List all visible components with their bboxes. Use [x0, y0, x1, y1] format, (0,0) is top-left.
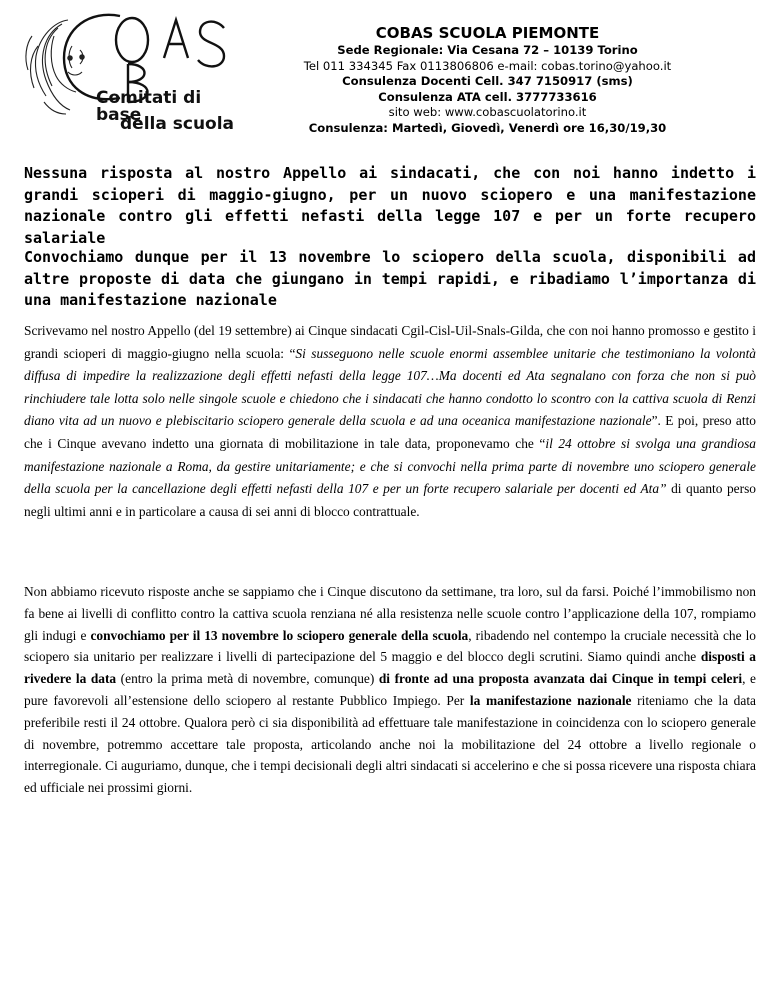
p1-text-3: di quanto perso negli ultimi anni e in particolare a causa di sei anni di blocco contrattuale.: [24, 481, 756, 519]
paragraph-2: [24, 581, 756, 799]
p2-text-2: , ribadendo nel contempo la cruciale necessità che lo sciopero sia unitario per realizzare i livelli di partecipazione del 5 maggio e del blocco degli scrutini. Siamo quindi anche: [24, 627, 756, 665]
paragraph-1: [24, 320, 756, 523]
logo-line-1: Comitati di base: [96, 88, 202, 125]
cobas-logo: [24, 6, 244, 140]
p2-bold-2: disposti a rivedere la data: [24, 649, 756, 687]
contacts: Tel 011 334345 Fax 0113806806 e-mail: cobas.torino@yahoo.it: [303, 58, 672, 73]
p2-text-5: riteniamo che la data preferibile resti il 24 ottobre. Qualora però ci sia disponibilità ad effettuare tale manifestazione in coincidenza con lo sciopero generale di novembre, potremmo accettare tale proposta, articolando anche noi la mobilitazione del 24 ottobre a livello regionale o interregionale. Ci auguriamo, dunque, che i tempi decisionali degli altri sindacati si accelerino e che si possa ricevere una risposta chiara ed ufficiale nei prossimi giorni.: [24, 692, 756, 796]
p1-quote-2: il 24 ottobre si svolga una grandiosa manifestazione nazionale a Roma, da gestire unitariamente; e che si convochi nella prima parte di novembre uno sciopero generale della scuola per la cancellazione degli effetti nefasti della 107 e per un forte recupero salariale per docenti ed Ata”: [24, 435, 756, 497]
p2-text-4: , e pure favorevoli all’estensione dello sciopero al restante Pubblico Impiego. Per: [24, 671, 756, 708]
p2-text-3: (entro la prima metà di novembre, comunque): [116, 671, 379, 687]
p1-quote-1: Si susseguono nelle scuole enormi assemblee unitarie che testimoniano la volontà diffusa di impedire la realizzazione degli effetti nefasti della legge 107…Ma docenti ed Ata segnalano con forza che non si può rinchiudere tale lotta solo nelle singole scuole e chiedono che i sindacati che hanno condotto lo scontro con la cattiva scuola di Renzi diano vita ad un nuovo e plebiscitario sciopero generale della scuola e ad una oceanica manifestazione nazionale: [24, 345, 756, 429]
consultation-hours: Consulenza: Martedì, Giovedì, Venerdì ore 16,30/19,30: [308, 120, 667, 135]
p2-text-1: Non abbiamo ricevuto risposte anche se sappiamo che i Cinque discutono da settimane, tra loro, sul da farsi. Poiché l’immobilismo non fa bene ai livelli di conflitto contro la cattiva scuola renziana né alla resistenza nelle scuole contro l’applicazione della 107, rompiamo gli indugi e: [24, 584, 756, 643]
p1-text-2: ”. E poi, preso atto che i Cinque avevano indetto una giornata di mobilitazione in tale data, proponevamo che “: [24, 413, 757, 451]
headline-1: Nessuna risposta al nostro Appello ai sindacati, che con noi hanno indetto i grandi scioperi di maggio-giugno, per un nuovo sciopero e una manifestazione nazionale contro gli effetti nefasti della legge 107 e per un forte recupero salariale: [24, 164, 756, 247]
website: sito web: www.cobascuolatorino.it: [388, 105, 587, 120]
face-illustration-icon: [26, 20, 84, 114]
p2-bold-4: la manifestazione nazionale: [469, 692, 632, 708]
p1-text-1: Scrivevamo nel nostro Appello (del 19 settembre) ai Cinque sindacati Cgil-Cisl-Uil-Snals-Gilda, che con noi hanno promosso e gestito i grandi scioperi di maggio-giugno nella scuola: “: [24, 323, 756, 361]
p2-bold-3: di fronte ad una proposta avanzata dai Cinque in tempi celeri: [378, 671, 743, 687]
address: Sede Regionale: Via Cesana 72 – 10139 Torino: [337, 43, 638, 57]
p2-bold-1: convochiamo per il 13 novembre lo sciopero generale della scuola: [90, 627, 469, 643]
headline-2: Convochiamo dunque per il 13 novembre lo sciopero della scuola, disponibili ad altre proposte di data che giungano in tempi rapidi, e ribadiamo l’importanza di una manifestazione nazionale: [24, 248, 756, 309]
docenti-consultation: Consulenza Docenti Cell. 347 7150917 (sms): [342, 74, 633, 89]
ata-consultation: Consulenza ATA cell. 3777733616: [378, 89, 597, 104]
letterhead: [270, 24, 705, 137]
logo-line-2: della scuola: [120, 114, 235, 134]
org-name: COBAS SCUOLA PIEMONTE: [375, 24, 600, 42]
